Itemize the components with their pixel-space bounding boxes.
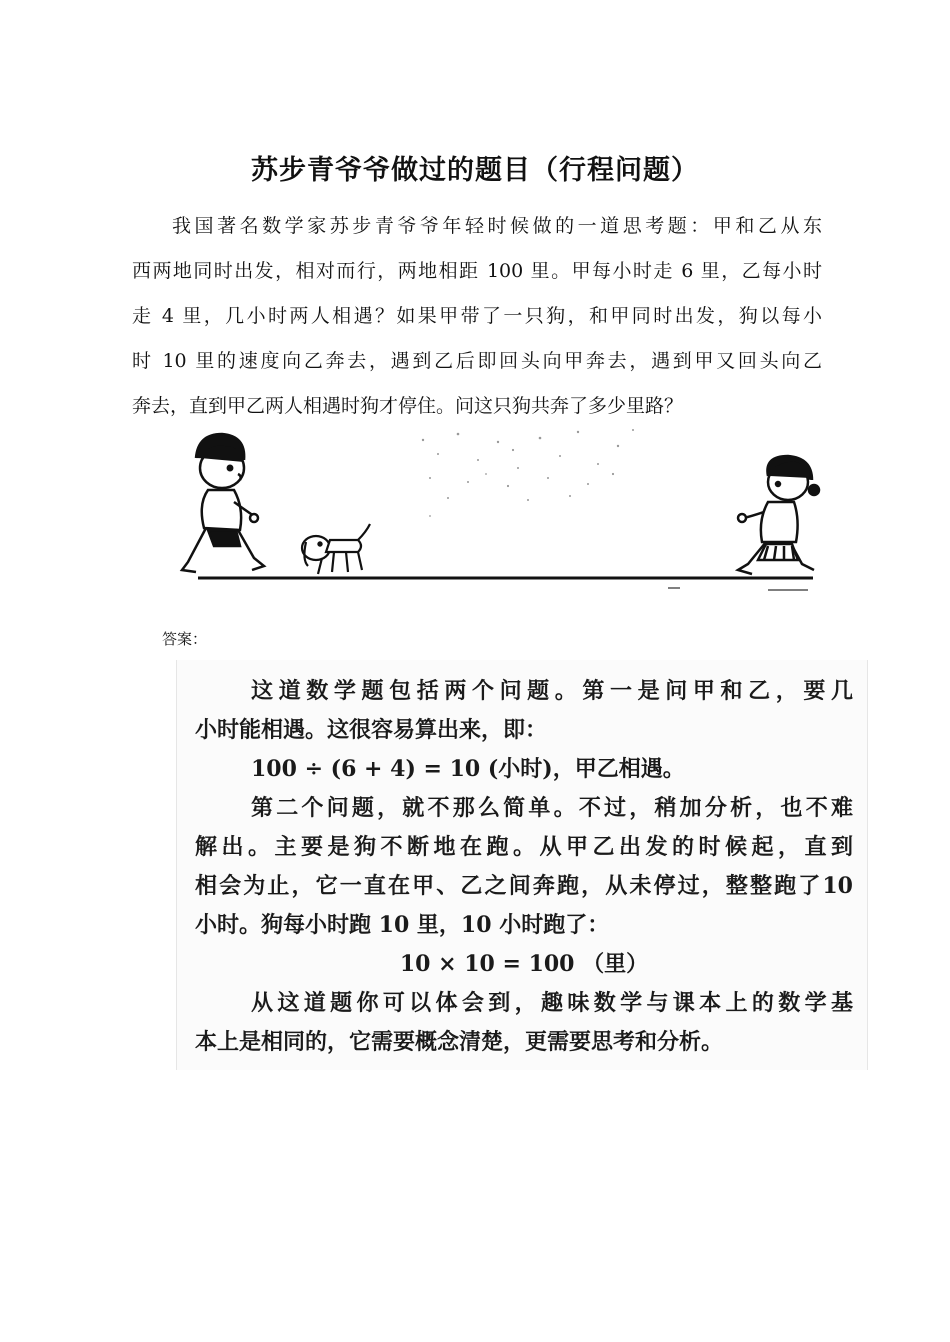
- girl-figure: [738, 456, 819, 574]
- illustration: [168, 420, 828, 610]
- answer-line: 本上是相同的，它需要概念清楚，更需要思考和分析。: [195, 1029, 724, 1055]
- answer-line: 从这道题你可以体会到，趣味数学与课本上的数学基: [251, 990, 853, 1016]
- answer-line: 相会为止，它一直在甲、乙之间奔跑，从未停过，整整跑了10: [195, 873, 853, 899]
- problem-line: 我国著名数学家苏步青爷爷年轻时候做的一道思考题：甲和乙从东: [172, 215, 822, 237]
- scan-speckles: [422, 429, 634, 517]
- dog-figure: [302, 524, 370, 574]
- page-title: 苏步青爷爷做过的题目（行程问题）: [251, 155, 699, 186]
- answer-line: 100 ÷ (6 + 4) = 10 (小时)，甲乙相遇。: [251, 756, 685, 782]
- boy-figure: [182, 434, 264, 572]
- problem-line: 时 10 里的速度向乙奔去，遇到乙后即回头向甲奔去，遇到甲又回头向乙: [132, 350, 822, 372]
- answer-line: 小时。狗每小时跑 10 里，10 小时跑了：: [195, 912, 610, 938]
- problem-text: [132, 207, 822, 432]
- scan-marks: [668, 588, 808, 590]
- answer-line: 第二个问题，就不那么简单。不过，稍加分析，也不难: [251, 795, 853, 821]
- answer-line: 解出。主要是狗不断地在跑。从甲乙出发的时候起，直到: [195, 834, 853, 860]
- answer-line: 10 × 10 = 100 （里）: [399, 951, 649, 977]
- problem-line: 奔去，直到甲乙两人相遇时狗才停住。问这只狗共奔了多少里路？: [132, 395, 684, 417]
- answer-line: 这道数学题包括两个问题。第一是问甲和乙，要几: [251, 678, 853, 704]
- answer-label: 答案：: [162, 630, 208, 648]
- problem-line: 西两地同时出发，相对而行，两地相距 100 里。甲每小时走 6 里，乙每小时: [132, 260, 822, 282]
- answer-line: 小时能相遇。这很容易算出来，即：: [195, 717, 548, 743]
- answer-scan: [176, 660, 868, 1070]
- problem-line: 走 4 里，几小时两人相遇？如果甲带了一只狗，和甲同时出发，狗以每小: [132, 305, 822, 327]
